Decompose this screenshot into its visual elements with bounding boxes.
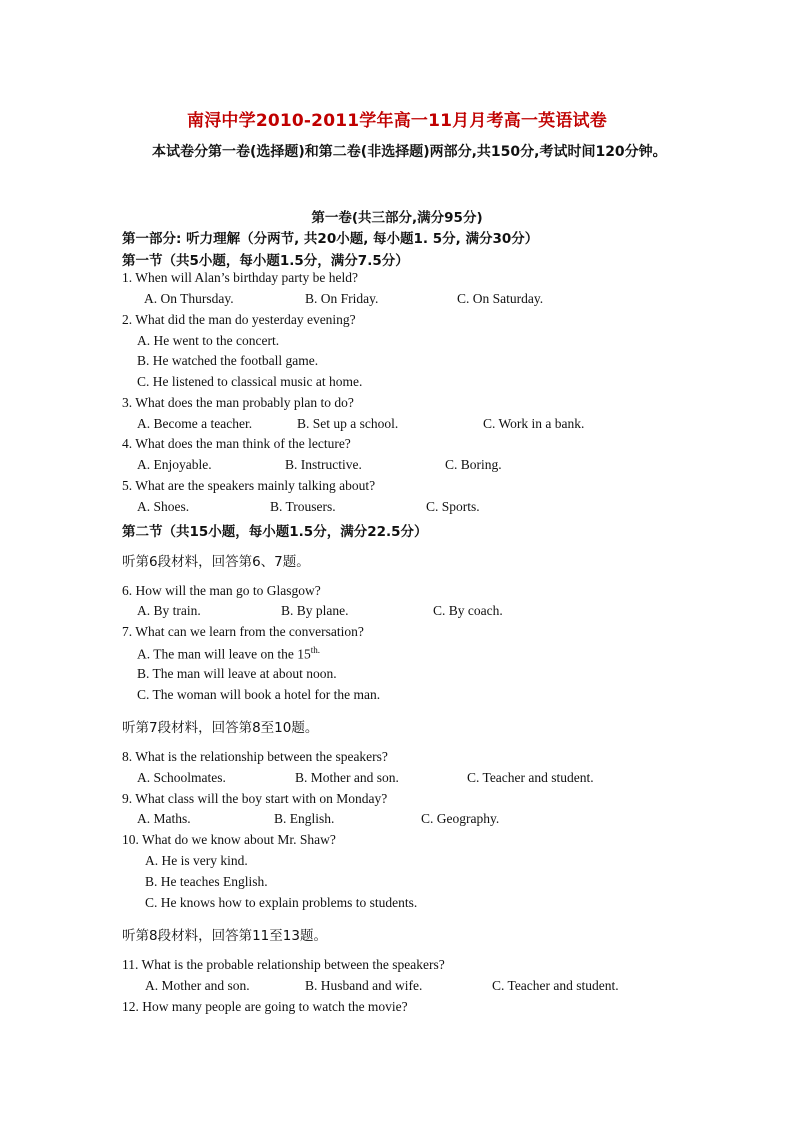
q1-option-b: B. On Friday. — [305, 291, 379, 306]
q9-option-c: C. Geography. — [421, 811, 500, 826]
question-2: 2. What did the man do yesterday evening? — [122, 312, 356, 327]
q1-option-c: C. On Saturday. — [457, 291, 544, 306]
q8-option-c: C. Teacher and student. — [467, 770, 594, 785]
q5-option-b: B. Trousers. — [270, 499, 336, 514]
q1-option-a: A. On Thursday. — [144, 291, 234, 306]
question-10: 10. What do we know about Mr. Shaw? — [122, 832, 336, 847]
question-9: 9. What class will the boy start with on Monday? — [122, 791, 388, 806]
q2-option-a: A. He went to the concert. — [137, 333, 280, 348]
q8-option-a: A. Schoolmates. — [137, 770, 226, 785]
question-12: 12. How many people are going to watch the movie? — [122, 999, 408, 1014]
q7-option-a-suffix: th. — [310, 645, 320, 655]
q10-option-a: A. He is very kind. — [145, 853, 248, 868]
volume-heading: 第一卷(共三部分,满分95分) — [311, 210, 483, 226]
q2-option-c: C. He listened to classical music at home. — [137, 374, 363, 389]
q7-option-b: B. The man will leave at about noon. — [137, 666, 337, 681]
section1-heading: 第一节（共5小题，每小题1.5分，满分7.5分） — [122, 253, 409, 269]
question-8: 8. What is the relationship between the speakers? — [122, 749, 388, 764]
q6-option-a: A. By train. — [137, 603, 201, 618]
q11-option-a: A. Mother and son. — [145, 978, 250, 993]
question-1: 1. When will Alan’s birthday party be held? — [122, 270, 358, 285]
q2-option-b: B. He watched the football game. — [137, 353, 319, 368]
part1-heading: 第一部分: 听力理解（分两节, 共20小题, 每小题1. 5分, 满分30分） — [122, 231, 539, 247]
q6-option-b: B. By plane. — [281, 603, 349, 618]
q8-option-b: B. Mother and son. — [295, 770, 399, 785]
instruction-6: 听第6段材料，回答第6、7题。 — [122, 554, 310, 570]
q11-option-c: C. Teacher and student. — [492, 978, 619, 993]
q3-option-a: A. Become a teacher. — [137, 416, 253, 431]
question-5: 5. What are the speakers mainly talking about? — [122, 478, 376, 493]
q7-option-a — [137, 645, 320, 663]
question-7: 7. What can we learn from the conversation? — [122, 624, 364, 639]
question-6: 6. How will the man go to Glasgow? — [122, 583, 321, 598]
q4-option-a: A. Enjoyable. — [137, 457, 212, 472]
section2-heading: 第二节（共15小题，每小题1.5分，满分22.5分） — [122, 524, 428, 540]
q10-option-b: B. He teaches English. — [145, 874, 268, 889]
instruction-8: 听第8段材料，回答第11至13题。 — [122, 928, 327, 944]
q4-option-c: C. Boring. — [445, 457, 502, 472]
question-4: 4. What does the man think of the lecture? — [122, 436, 351, 451]
q5-option-a: A. Shoes. — [137, 499, 190, 514]
q5-option-c: C. Sports. — [426, 499, 480, 514]
question-11: 11. What is the probable relationship between the speakers? — [122, 957, 445, 972]
q7-option-a-text: A. The man will leave on the 15 — [137, 646, 311, 662]
q6-option-c: C. By coach. — [433, 603, 503, 618]
q9-option-b: B. English. — [274, 811, 335, 826]
q9-option-a: A. Maths. — [137, 811, 191, 826]
q4-option-b: B. Instructive. — [285, 457, 362, 472]
question-3: 3. What does the man probably plan to do? — [122, 395, 354, 410]
q7-option-c: C. The woman will book a hotel for the man. — [137, 687, 381, 702]
q3-option-c: C. Work in a bank. — [483, 416, 585, 431]
exam-intro: 本试卷分第一卷(选择题)和第二卷(非选择题)两部分,共150分,考试时间120分钟。 — [152, 144, 667, 160]
instruction-7: 听第7段材料，回答第8至10题。 — [122, 720, 319, 736]
q3-option-b: B. Set up a school. — [297, 416, 399, 431]
q11-option-b: B. Husband and wife. — [305, 978, 423, 993]
exam-title: 南浔中学2010-2011学年高一11月月考高一英语试卷 — [187, 111, 607, 131]
q10-option-c: C. He knows how to explain problems to students. — [145, 895, 418, 910]
